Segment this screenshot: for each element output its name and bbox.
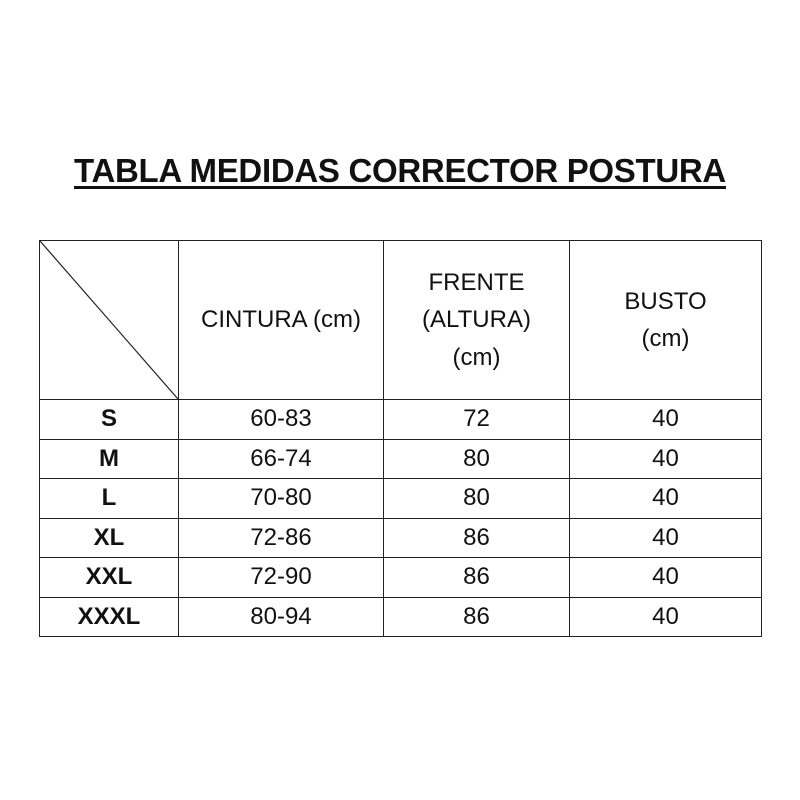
busto-cell: 40	[570, 558, 762, 598]
header-row	[40, 241, 762, 400]
cintura-cell: 70-80	[179, 479, 384, 519]
frente-cell: 72	[384, 400, 570, 440]
header-cintura	[179, 241, 384, 400]
header-frente	[384, 241, 570, 400]
size-cell: XXXL	[40, 597, 179, 637]
busto-cell: 40	[570, 400, 762, 440]
corner-cell	[40, 241, 179, 400]
busto-cell: 40	[570, 518, 762, 558]
size-cell: XL	[40, 518, 179, 558]
busto-cell: 40	[570, 479, 762, 519]
header-busto	[570, 241, 762, 400]
diagonal-divider-icon	[40, 241, 178, 399]
cintura-cell: 80-94	[179, 597, 384, 637]
cintura-cell: 60-83	[179, 400, 384, 440]
cintura-cell: 72-86	[179, 518, 384, 558]
header-busto-line: (cm)	[641, 325, 690, 352]
size-cell: L	[40, 479, 179, 519]
busto-cell: 40	[570, 439, 762, 479]
size-cell: M	[40, 439, 179, 479]
header-busto-line: BUSTO	[624, 287, 707, 315]
size-cell: S	[40, 400, 179, 440]
header-cintura-line: CINTURA (cm)	[201, 306, 361, 334]
frente-cell: 80	[384, 439, 570, 479]
table-row	[40, 518, 762, 558]
frente-cell: 86	[384, 518, 570, 558]
frente-cell: 86	[384, 558, 570, 598]
table-row	[40, 400, 762, 440]
table-row	[40, 439, 762, 479]
size-chart-table	[39, 240, 762, 637]
table-row	[40, 558, 762, 598]
frente-cell: 86	[384, 597, 570, 637]
cintura-cell: 72-90	[179, 558, 384, 598]
table-row	[40, 597, 762, 637]
size-cell: XXL	[40, 558, 179, 598]
table-row	[40, 479, 762, 519]
cintura-cell: 66-74	[179, 439, 384, 479]
header-frente-line: FRENTE	[428, 269, 525, 297]
page-title: TABLA MEDIDAS CORRECTOR POSTURA	[74, 152, 726, 189]
header-frente-line: (cm)	[452, 343, 501, 371]
frente-cell: 80	[384, 479, 570, 519]
busto-cell: 40	[570, 597, 762, 637]
header-frente-line: (ALTURA)	[422, 306, 531, 334]
